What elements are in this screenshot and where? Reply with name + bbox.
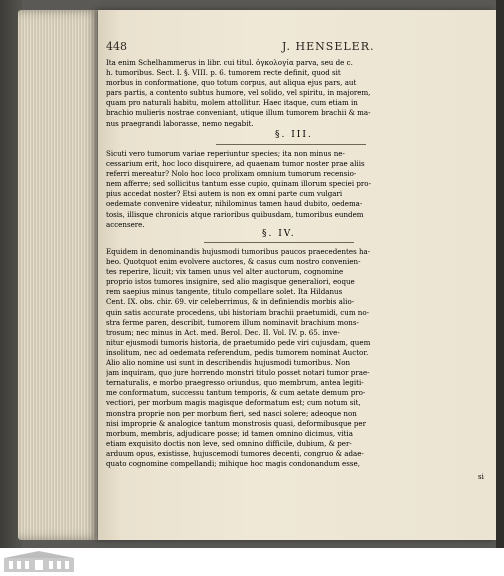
- text-line: oedemate convenire videatur, nihilominus tamen haud dubito, oedema-: [106, 199, 363, 209]
- text-line: rem saepius minus tangente, titulo compellare solet. Ita Hildanus: [106, 287, 343, 297]
- section-rule-4: [204, 242, 354, 243]
- text-line: quato cognomine compellandi; mihique hoc magis condonandum esse,: [106, 458, 360, 468]
- footer-bar: [0, 548, 504, 576]
- right-edge: [496, 0, 504, 548]
- text-line: insolitum, nec ad oedemata referendum, pedis tumorem nominat Auctor.: [106, 347, 369, 357]
- text-line: Ita enim Schelhammerus in libr. cui titul. ὀγκολογία parva, seu de c.: [106, 58, 353, 67]
- text-line: stra ferme paren, describit, tumorem illum nominavit brachium mons-: [106, 317, 359, 327]
- text-line: proprio istos tumores insignire, sed alio magisque generaliori, eoque: [106, 277, 355, 287]
- text-line: nitur ejusmodi tumoris historia, de praetumido pede viri cujusdam, quem: [106, 337, 371, 347]
- text-line: referri mereatur? Nolo hoc loco prolixam omnium tumorum recensio-: [106, 169, 357, 179]
- catchword: si: [478, 472, 484, 481]
- text-line: arduum opus, existisse, hujuscemodi tumores decenti, congruo & adae-: [106, 448, 364, 458]
- text-line: morbus in conformatione, quo totum corpus, aut aliqua ejus pars, aut: [106, 78, 357, 88]
- text-line: cessarium erit, hoc loco disquirere, ad quaenam tumor noster prae aliis: [106, 159, 365, 169]
- text-line: Equidem in denominandis hujusmodi tumoribus paucos praecedentes ha-: [106, 247, 371, 256]
- paragraph-1: [106, 58, 488, 129]
- text-line: tes reperire, licuit; vix tamen unus vel alter auctorum, cognomine: [106, 267, 344, 277]
- section-heading-4: §. IV.: [262, 229, 296, 239]
- page-header: [106, 40, 488, 54]
- text-line: morbum, membris, adjudicare posse; id tamen omnino dicimus, vitia: [106, 428, 354, 438]
- section-rule-3: [216, 144, 366, 145]
- text-line: jam inquiram, quo jure horrendo monstri titulo posset notari tumor prae-: [106, 368, 370, 378]
- text-line: quin satis accurate procedens, ubi historiam brachii praetumidi, cum no-: [106, 307, 370, 317]
- text-line: tosis, illisque chronicis atque rarioribus quibusdam, tumoribus eundem: [106, 209, 364, 219]
- text-line: nisi improprie & analogice tantum monstrosis quasi, deformibusque per: [106, 418, 367, 428]
- running-head: J. HENSELER.: [282, 40, 375, 53]
- text-line: pius accedat noster? Etsi autem is non ex omni parte cum vulgari: [106, 189, 343, 199]
- page-number: 448: [106, 40, 127, 53]
- text-line: pars partis, a contento subtus humore, vel solido, vel spiritu, in majorem,: [106, 88, 371, 98]
- text-line: nus praegrandi laborasse, nemo negabit.: [106, 118, 254, 128]
- text-line: beo. Quotquot enim evolvere auctores, & casus cum nostro convenien-: [106, 257, 361, 267]
- text-line: Cent. IX. obs. chir. 69. vir celeberrimus, & in definiendis morbis alio-: [106, 297, 355, 307]
- text-line: brachio mulieris nostrae conveniant, utique illum tumorem brachii & ma-: [106, 108, 371, 118]
- text-line: vectiori, per morbum magis magisque deformatum est; cum notum sit,: [106, 398, 361, 408]
- text-line: accensere.: [106, 219, 145, 229]
- text-line: Alio alio nomine usi sunt in describendis hujusmodi tumoribus. Non: [106, 358, 351, 368]
- book-fore-edge: [18, 10, 100, 540]
- text-line: h. tumoribus. Sect. I. §. VIII. p. 6. tumorem recte definit, quod sit: [106, 68, 341, 78]
- text-line: monstra proprie non per morbum fieri, sed nasci solere; adeoque non: [106, 408, 357, 418]
- text-line: trosum; nec minus in Act. med. Berol. Dec. II. Vol. IV. p. 65. inve-: [106, 327, 340, 337]
- paragraph-3: [106, 247, 488, 469]
- text-line: ternaturalis, e morbo praegresso oriundus, quo membrum, antea legiti-: [106, 378, 364, 388]
- text-line: me conformatum, successu tantum temporis, & cum aetate demum pro-: [106, 388, 366, 398]
- library-building-logo: [4, 550, 74, 572]
- paragraph-2: [106, 149, 488, 230]
- text-line: Sicuti vero tumorum variae reperiuntur species; ita non minus ne-: [106, 149, 345, 158]
- section-heading-3: §. III.: [275, 130, 313, 140]
- text-line: quam pro naturali habitu, molem attollitur. Haec itaque, cum etiam in: [106, 98, 358, 108]
- text-line: nem afferre; sed sollicitus tantum esse cupio, quinam illorum speciei pro-: [106, 179, 371, 189]
- text-line: etiam exquisito doctis non leve, sed omnino difficile, dubium, & per-: [106, 438, 352, 448]
